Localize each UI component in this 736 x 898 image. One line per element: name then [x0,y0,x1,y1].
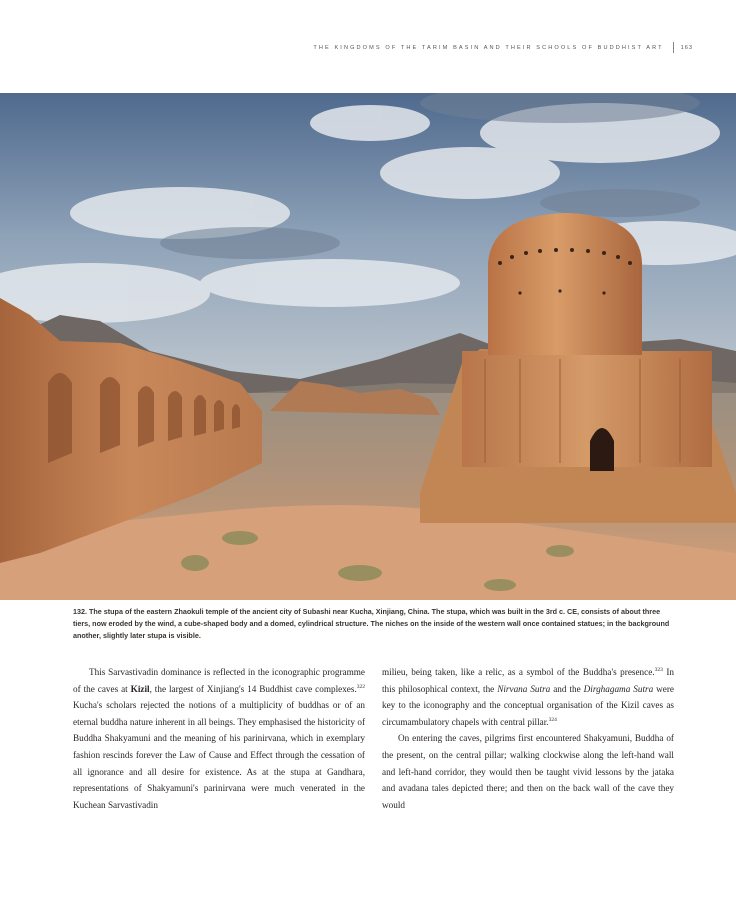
header-divider [673,42,674,53]
footnote-ref: 322 [356,683,365,690]
figure-caption [73,606,673,642]
figure-number: 132. [73,607,87,616]
running-title: THE KINGDOMS OF THE TARIM BASIN AND THEIR SCHOOLS OF BUDDHIST ART [313,44,664,51]
text-run: , the largest of Xinjiang's 14 Buddhist cave complexes. [149,683,357,694]
text-run: This Sarvastivadin dominance is reflected in the iconographic programme of the caves at [73,667,365,694]
text-run: and the [550,683,584,694]
running-head [0,42,693,53]
figure-caption-text: The stupa of the eastern Zhaokuli temple of the ancient city of Subashi near Kucha, Xinjiang, China. The stupa, which was built in the 3rd c. CE, consists of about three tiers, now eroded by the wind, a cube-shaped body and a domed, cylindrical structure. The niches on the inside of the western wall once contained statues; in the background another, slightly later stupa is visible. [73,607,670,640]
paragraph [73,664,365,813]
body-column-right [382,664,674,813]
text-run: milieu, being taken, like a relic, as a symbol of the Buddha's presence. [382,667,655,677]
text-run: In this philosophical context, the [382,667,674,694]
body-column-left [73,664,365,813]
paragraph: On entering the caves, pilgrims first encountered Shakyamuni, Buddha of the present, on the central pillar; walking clockwise along the left-hand wall and left-hand corridor, they would then be taught vivid lessons by the jataka and avadana tales depicted there; and then on the back wall of the cave they would [382,733,674,810]
place-name-kizil: Kizil [130,683,150,694]
page-number: 163 [680,44,693,51]
stupa-photograph [0,93,736,600]
paragraph [382,664,674,730]
title-nirvana-sutra: Nirvana Sutra [497,683,551,694]
text-run: were key to the iconography and the conceptual organisation of the Kizil caves as circumambulatory chapels with central pillar. [382,683,675,727]
footnote-ref: 324 [548,716,557,723]
title-dirghagama-sutra: Dirghagama Sutra [583,683,654,694]
text-run: Kucha's scholars rejected the notions of a multiplicity of buddhas or of an eternal buddha nature inherent in all beings. They emphasised the historicity of Buddha Shakyamuni and the meaning of his parinirvana, which in exemplary fashion rescinds forever the Law of Cause and Effect through the cessation of all ignorance and all desire for existence. As at the stupa at Gandhara, representations of Shakyamuni's parinirvana were much venerated in the Kuchean Sarvastivadin [73,700,365,810]
footnote-ref: 323 [654,667,663,673]
